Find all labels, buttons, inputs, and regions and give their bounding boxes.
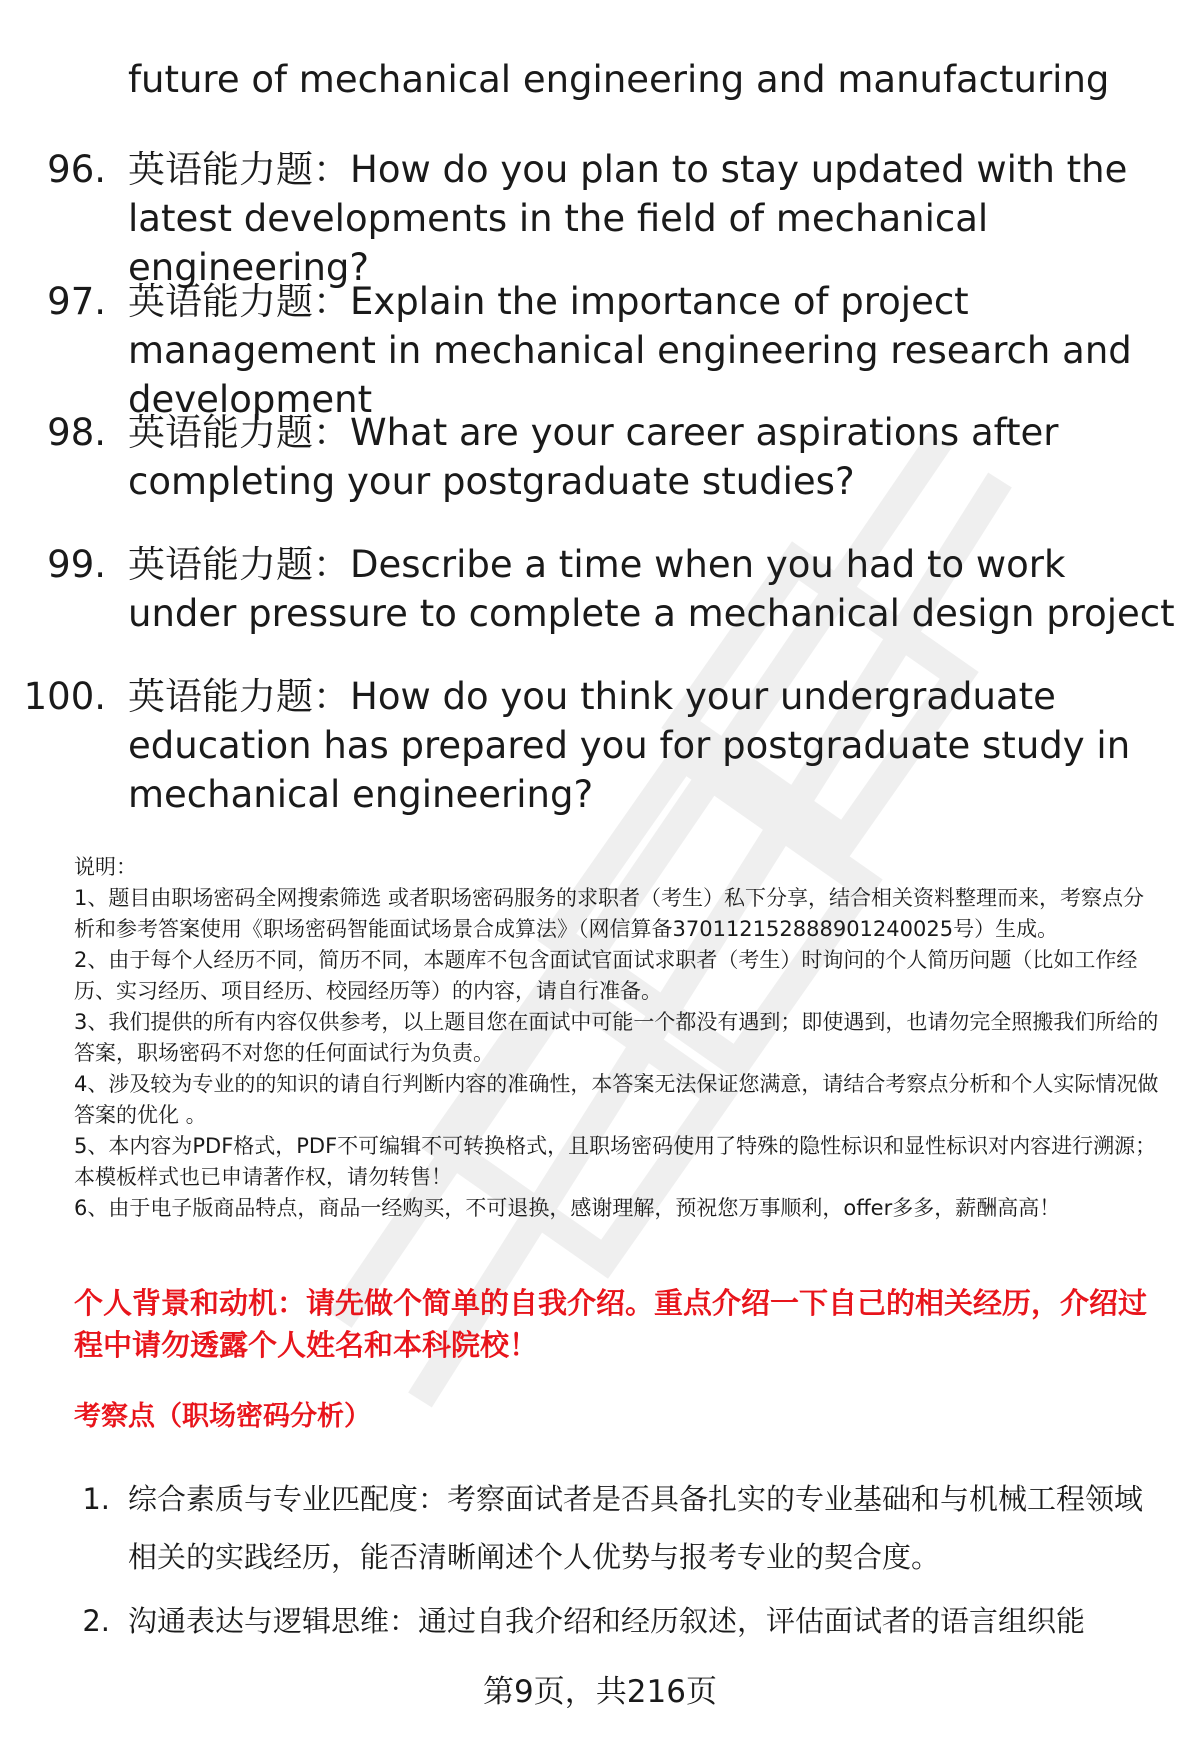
note-item: 1、题目由职场密码全网搜索筛选 或者职场密码服务的求职者（考生）私下分享，结合相关资料整理而来，考察点分析和参考答案使用《职场密码智能面试场景合成算法》（网信算备370112152888901240025号）生成。	[74, 886, 1145, 941]
question-number: 100.	[23, 675, 106, 718]
question-number: 97.	[47, 280, 106, 323]
section-title: 个人背景和动机：请先做个简单的自我介绍。重点介绍一下自己的相关经历，介绍过程中请勿透露个人姓名和本科院校！	[74, 1286, 1148, 1362]
question-text: 英语能力题：Explain the importance of project management in mechanical engineering research and development	[128, 280, 1132, 421]
question-98	[47, 408, 1178, 506]
note-item: 2、由于每个人经历不同，简历不同，本题库不包含面试官面试求职者（考生）时询问的个人简历问题（比如工作经历、实习经历、项目经历、校园经历等）的内容，请自行准备。	[74, 948, 1138, 1003]
analysis-list	[82, 1470, 1168, 1656]
question-number: 99.	[47, 543, 106, 586]
question-number: 96.	[47, 148, 106, 191]
question-97	[47, 277, 1178, 424]
analysis-number: 1.	[82, 1482, 110, 1516]
question-99	[47, 540, 1178, 638]
notes-heading: 说明：	[74, 855, 137, 879]
question-text: 英语能力题：How do you think your undergraduate education has prepared you for postgraduate study in mechanical engineering?	[128, 675, 1131, 816]
page-number-footer: 第9页，共216页	[483, 1674, 717, 1710]
question-continuation: future of mechanical engineering and manufacturing	[128, 58, 1110, 101]
note-item: 6、由于电子版商品特点，商品一经购买，不可退换，感谢理解，预祝您万事顺利，offer多多，薪酬高高！	[74, 1196, 1061, 1220]
analysis-text: 沟通表达与逻辑思维：通过自我介绍和经历叙述，评估面试者的语言组织能	[128, 1604, 1086, 1638]
question-text: 英语能力题：Describe a time when you had to work under pressure to complete a mechanical design project	[128, 543, 1175, 635]
analysis-title: 考察点（职场密码分析）	[74, 1401, 371, 1432]
analysis-item	[82, 1470, 1168, 1586]
analysis-text: 综合素质与专业匹配度：考察面试者是否具备扎实的专业基础和与机械工程领域相关的实践经历，能否清晰阐述个人优势与报考专业的契合度。	[128, 1482, 1144, 1574]
analysis-item	[82, 1592, 1168, 1650]
note-item: 5、本内容为PDF格式，PDF不可编辑不可转换格式，且职场密码使用了特殊的隐性标识和显性标识对内容进行溯源；本模板样式也已申请著作权，请勿转售！	[74, 1134, 1157, 1189]
question-number: 98.	[47, 411, 106, 454]
notes-section	[74, 852, 1164, 1224]
question-text: 英语能力题：What are your career aspirations after completing your postgraduate studies?	[128, 411, 1059, 503]
question-text: 英语能力题：How do you plan to stay updated with the latest developments in the field of mechanical engineering?	[128, 148, 1128, 289]
analysis-number: 2.	[82, 1604, 110, 1638]
question-100	[23, 672, 1178, 819]
question-96	[47, 145, 1178, 292]
note-item: 3、我们提供的所有内容仅供参考，以上题目您在面试中可能一个都没有遇到；即使遇到，也请勿完全照搬我们所给的答案，职场密码不对您的任何面试行为负责。	[74, 1010, 1159, 1065]
note-item: 4、涉及较为专业的的知识的请自行判断内容的准确性，本答案无法保证您满意，请结合考察点分析和个人实际情况做答案的优化 。	[74, 1072, 1159, 1127]
